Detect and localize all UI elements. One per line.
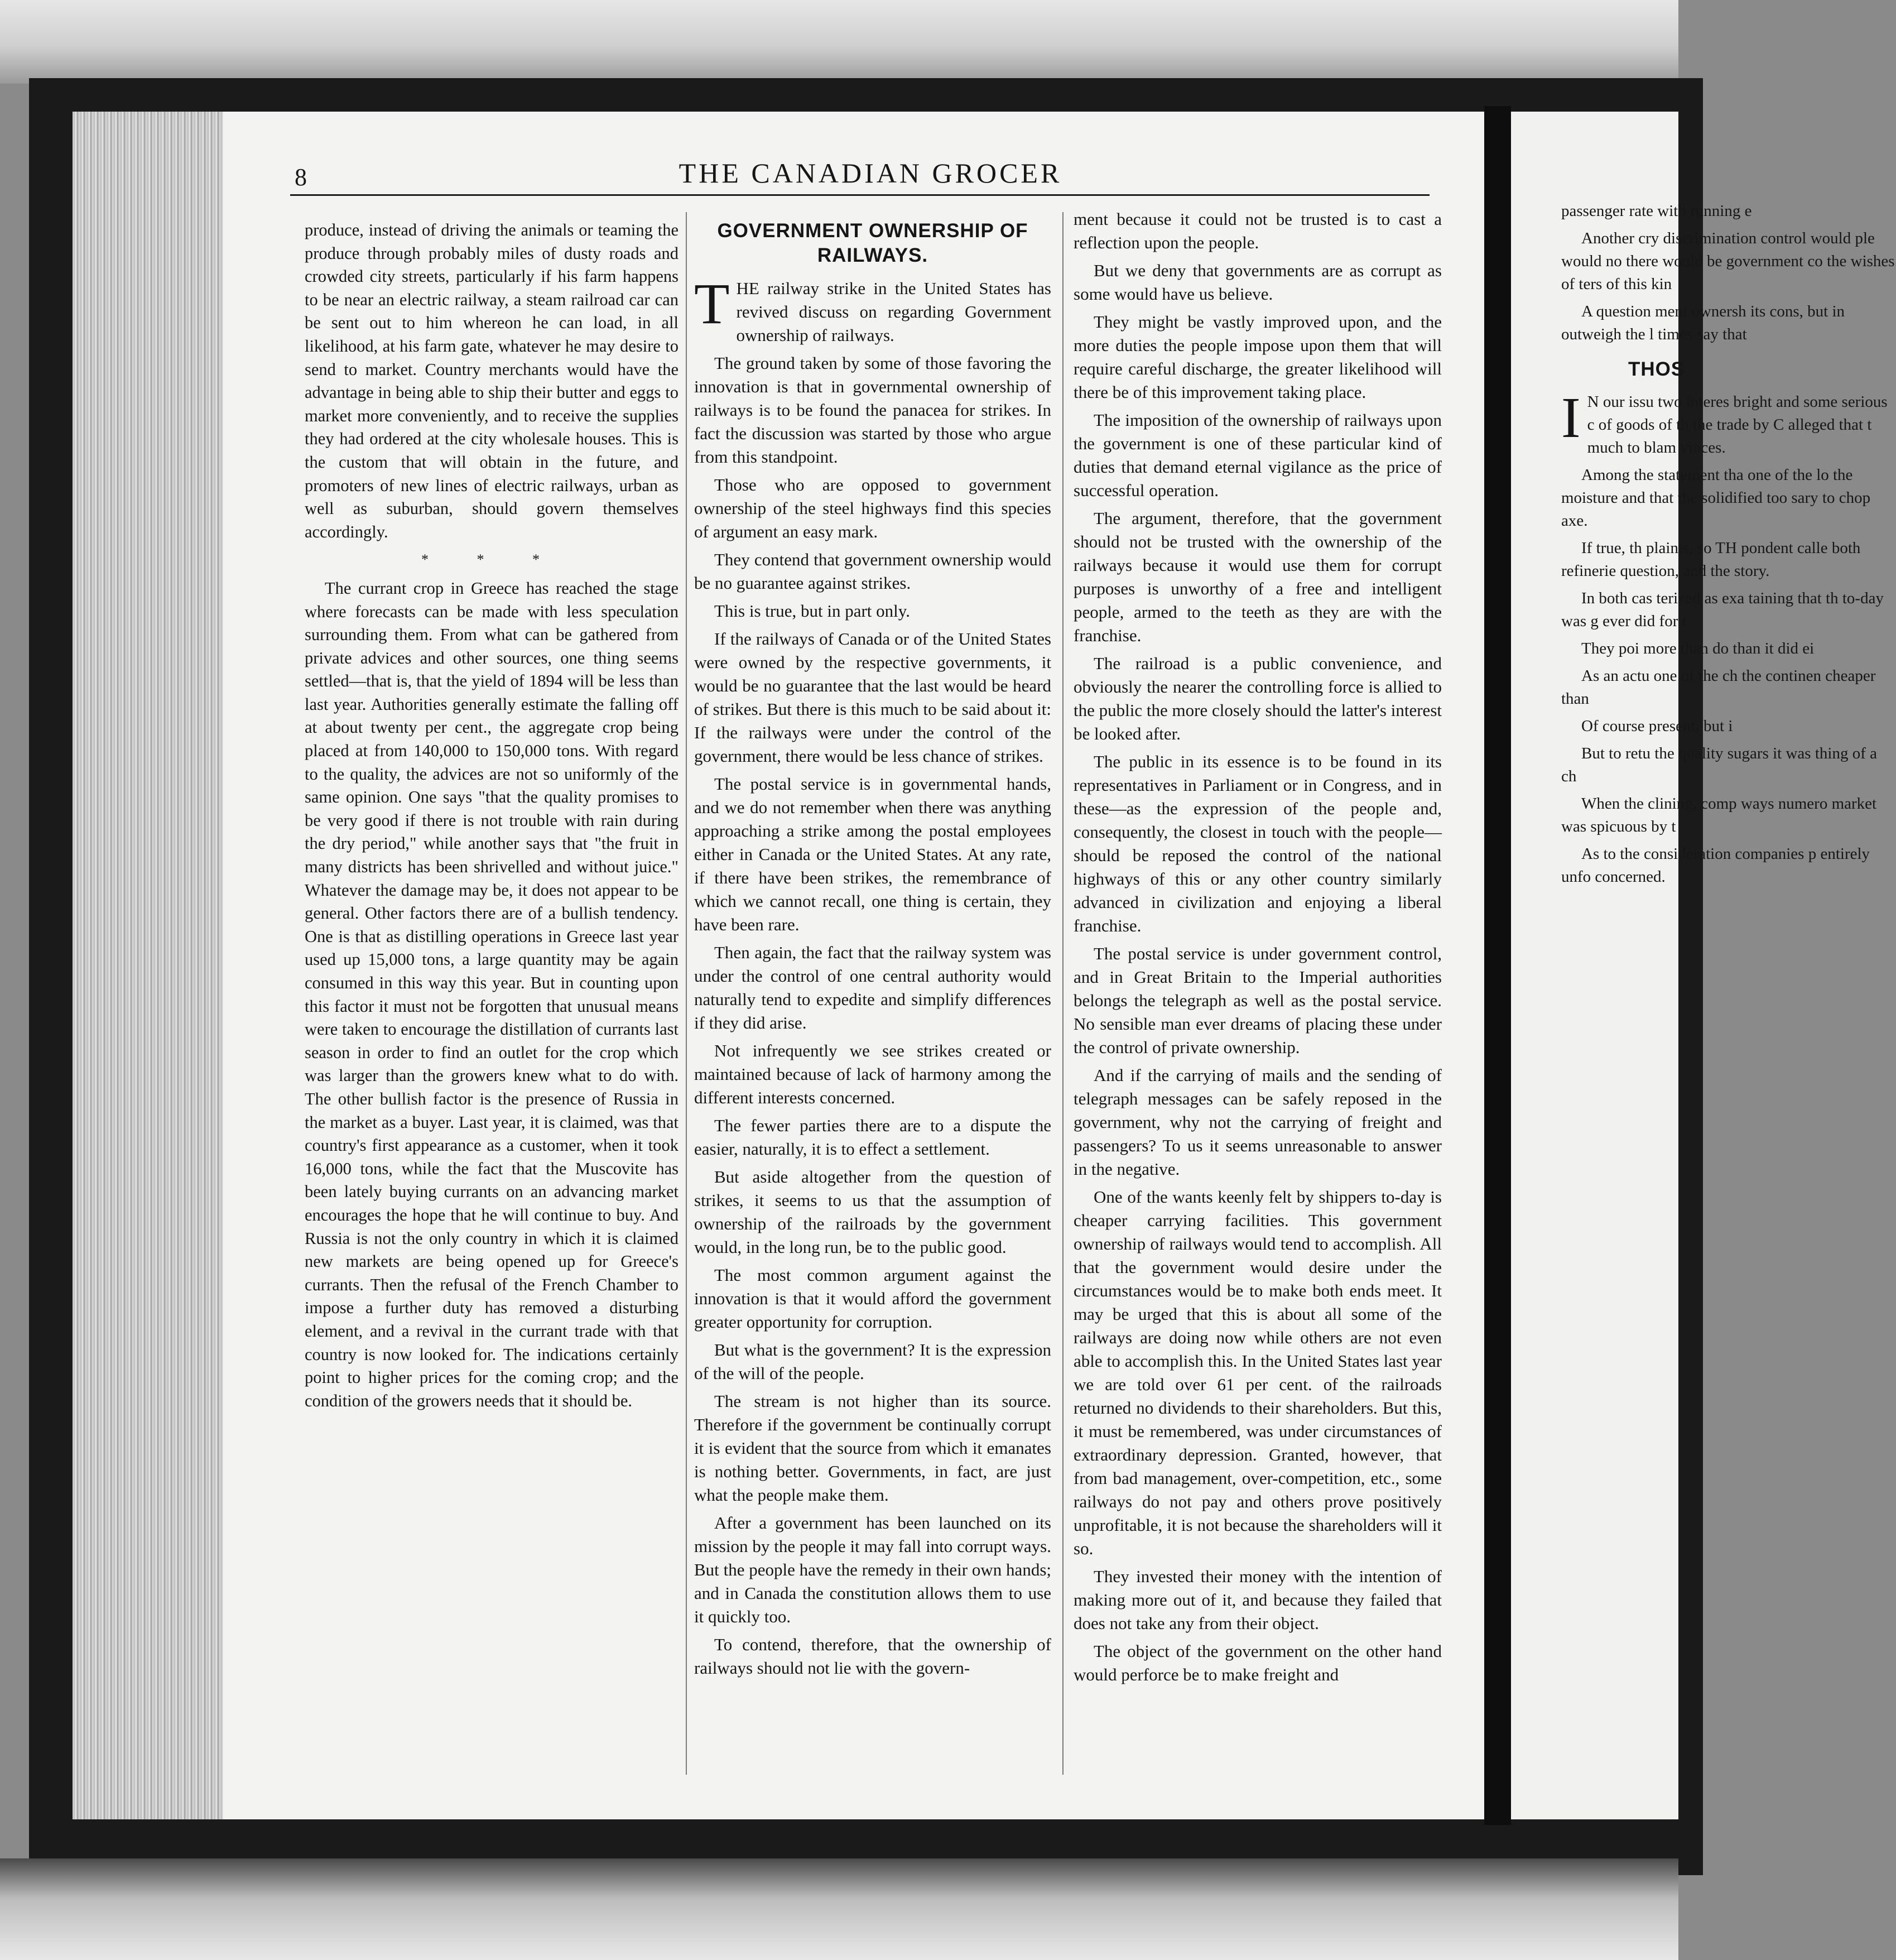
- page-number: 8: [295, 164, 307, 191]
- facing-paragraph: When the clining, comp ways numero market was spicuous by t: [1561, 795, 1877, 835]
- facing-page-column: [1561, 200, 1896, 1807]
- article-paragraph: They might be vastly improved upon, and the more duties the people impose upon them that will require careful discharge, the greater likelihood will there be of this improvement taking place.: [1074, 312, 1442, 402]
- article-paragraph: Then again, the fact that the railway system was under the control of one central authority would naturally tend to expedite and simplify differences if they did arise.: [694, 943, 1051, 1032]
- article-paragraph: But aside altogether from the question of strikes, it seems to us that the assumption of ownership of the railroads by the government would, in the long run, be to the public good.: [694, 1167, 1051, 1257]
- article-title: GOVERNMENT OWNERSHIP OF RAILWAYS.: [717, 220, 1028, 266]
- article-paragraph: To contend, therefore, that the ownership of railways should not lie with the govern-: [694, 1635, 1051, 1678]
- col1-paragraph: produce, instead of driving the animals or teaming the produce through probably miles of dusty roads and crowded city streets, particularly if his farm happens to be near an electric railway, a steam railroad car can be sent out to him whereon he can load, in all likelihood, at his farm gate, whatever he may desire to send to market. Country merchants would have the advantage in being able to ship their butter and eggs to market more conveniently, and to receive the supplies they had ordered at the city wholesale houses. This is the custom that will obtain in the future, and promoters of new lines of electric railways, urban as well as suburban, should govern themselves accordingly.: [305, 220, 678, 541]
- drop-cap: T: [694, 272, 730, 336]
- book-gutter: [1484, 106, 1511, 1825]
- section-separator: * * *: [421, 551, 562, 568]
- facing-paragraph: Another cry discrimination control would ple would no there would be government co the wishes of ters of this kin: [1561, 229, 1895, 293]
- article-paragraph: One of the wants keenly felt by shippers to-day is cheaper carrying facilities. This government ownership of railways would tend to accomplish. All that the government would desire under the circumstances would be to make both ends meet. It may be urged that this is about all some of the railways are doing now while others are not even able to accomplish this. In the United States last year we are told over 61 per cent. of the railroads returned no dividends to their shareholders. But this, it must be remembered, was under circumstances of extraordinary depression. Granted, however, that from bad management, over-competition, etc., some railways do not pay and others prove positively unprofitable, it is not because the shareholders will it so.: [1074, 1187, 1442, 1558]
- scan-background-bottom: [0, 1858, 1678, 1960]
- article-lead-paragraph: [694, 272, 1051, 347]
- article-paragraph: ment because it could not be trusted is to cast a reflection upon the people.: [1074, 209, 1442, 252]
- column-1: [305, 219, 678, 1815]
- facing-paragraph: In both cas terized as exa taining that th to-day was g ever did for t: [1561, 589, 1884, 630]
- article-paragraph: The argument, therefore, that the government should not be trusted with the ownership of the railways because it would use them for corrupt purposes is unworthy of a free and intelligent people, armed to the teeth as they are with the franchise.: [1074, 508, 1442, 645]
- facing-article-title: THOS: [1628, 358, 1685, 380]
- article-paragraph: But we deny that governments are as corrupt as some would have us believe.: [1074, 261, 1442, 304]
- facing-paragraph: As to the consideration companies p entirely unfo concerned.: [1561, 845, 1870, 886]
- column-3: [1074, 208, 1442, 1815]
- article-paragraph: The postal service is in governmental hands, and we do not remember when there was anything approaching a strike among the postal employees either in Canada or the United States. At any rate, if there have been strikes, the remembrance of which we cannot recall, one thing is certain, they have been rare.: [694, 774, 1051, 934]
- article-paragraph: Not infrequently we see strikes created or maintained because of lack of harmony among the different interests concerned.: [694, 1041, 1051, 1107]
- article-paragraph: Those who are opposed to government ownership of the steel highways find this species of argument an easy mark.: [694, 475, 1051, 541]
- article-paragraph: After a government has been launched on its mission by the people it may fall into corrupt ways. But the people have the remedy in their own hands; and in Canada the constitution allows them to use it quickly too.: [694, 1513, 1051, 1626]
- article-paragraph: The public in its essence is to be found in its representatives in Parliament or in Congress, and in these—as the expression of the people and, consequently, the closest in touch with the people—should be reposed the control of the national highways of this or any other country similarly advanced in civilization and enjoying a liberal franchise.: [1074, 752, 1442, 935]
- header-rule: [290, 194, 1430, 196]
- article-paragraph: They invested their money with the intention of making more out of it, and because they failed that does not take any from their object.: [1074, 1567, 1442, 1633]
- facing-paragraph: As an actu one of the ch the continen cheaper than: [1561, 667, 1876, 708]
- article-paragraph: If the railways of Canada or of the United States were owned by the respective governments, it would be no guarantee that the last would be heard of strikes. But there is this much to be said about it: If the railways were under the control of the government, there would be less chance of strikes.: [694, 629, 1051, 766]
- facing-lead-paragraph: [1561, 386, 1896, 459]
- facing-paragraph: They poi more than do than it did ei: [1581, 640, 1815, 657]
- lead-text: N our issu two interes bright and some serious c of goods of th the trade by C alleged that t much to blam vinces.: [1587, 393, 1888, 457]
- article-paragraph: This is true, but in part only.: [714, 601, 911, 621]
- article-paragraph: The fewer parties there are to a dispute the easier, naturally, it is to effect a settlement.: [694, 1116, 1051, 1159]
- facing-paragraph: passenger rate with running e: [1561, 202, 1752, 220]
- column-2: [694, 219, 1051, 1815]
- article-paragraph: The object of the government on the other hand would perforce be to make freight and: [1074, 1641, 1442, 1684]
- column-rule: [1062, 212, 1064, 1775]
- article-paragraph: They contend that government ownership would be no guarantee against strikes.: [694, 550, 1051, 593]
- facing-paragraph: Of course present, but i: [1581, 717, 1733, 735]
- article-paragraph: The ground taken by some of those favoring the innovation is that in governmental ownership of railways is to be found the panacea for strikes. In fact the discussion was started by those who argue from this standpoint.: [694, 353, 1051, 467]
- facing-paragraph: But to retu the quality sugars it was thing of a ch: [1561, 744, 1877, 785]
- column-rule: [686, 212, 687, 1775]
- article-paragraph: The most common argument against the innovation is that it would afford the government greater opportunity for corruption.: [694, 1265, 1051, 1332]
- running-head: THE CANADIAN GROCER: [678, 157, 1062, 189]
- scan-background-top: [0, 0, 1678, 84]
- facing-paragraph: Among the statement tha one of the lo the moisture and that the solidified too sary to chop axe.: [1561, 466, 1871, 530]
- article-paragraph: The postal service is under government control, and in Great Britain to the Imperial authorities belongs the telegraph as well as the postal service. No sensible man ever dreams of placing these under the control of private ownership.: [1074, 944, 1442, 1057]
- article-paragraph: But what is the government? It is the expression of the will of the people.: [694, 1340, 1051, 1383]
- article-paragraph: And if the carrying of mails and the sending of telegraph messages can be safely reposed in the government, why not the carrying of freight and passengers? To us it seems unreasonable to answer in the negative.: [1074, 1065, 1442, 1179]
- facing-paragraph: If true, th plaints, so TH pondent calle both refinerie question, and the story.: [1561, 539, 1861, 580]
- col1-paragraph-currants: The currant crop in Greece has reached the stage where forecasts can be made with less speculation surrounding them. From what can be gathered from private advices and other sources, one thing seems settled—that is, that the yield of 1894 will be less than last year. Authorities generally estimate the falling off at about twenty per cent., the aggregate crop being placed at from 140,000 to 150,000 tons. With regard to the quality, the advices are not so uniformly of the same opinion. One says "that the quality promises to be very good if there is not trouble with rain during the dry period," while another says that "the fruit in many districts has been shrivelled and without juice." Whatever the damage may be, it does not appear to be general. Other factors there are of a bullish tendency. One is that as distilling operations in Greece last year used up 15,000 tons, a large quantity may be again consumed in this way this year. But in counting upon this factor it must not be forgotten that unusual means were taken to encourage the distillation of currants last season in order to find an outlet for the crop which was larger than the growers knew what to do with. The other bullish factor is the presence of Russia in the market as a buyer. Last year, it is claimed, was that country's first appearance as a customer, when it took 16,000 tons, while the fact that the Muscovite has been lately buying currants on an advancing market encourages the hope that he will continue to buy. And Russia is not the only country in which it is claimed new markets are being opened up for Greece's currants. Then the refusal of the French Chamber to impose a further duty has removed a disturbing element, and a revival in the currant trade with that country is now looked for. The indications certainly point to higher prices for the coming crop; and the condition of the growers needs that it should be.: [305, 578, 678, 1410]
- lead-text: HE railway strike in the United States has revived discuss on regarding Government ownership of railways.: [736, 278, 1051, 345]
- article-paragraph: The stream is not higher than its source. Therefore if the government be continually corrupt it is evident that the source from which it emanates is nothing better. Governments, in fact, are just what the people make them.: [694, 1391, 1051, 1505]
- article-paragraph: The imposition of the ownership of railways upon the government is one of these particular kind of duties that demand eternal vigilance as the price of successful operation.: [1074, 410, 1442, 500]
- article-paragraph: The railroad is a public convenience, and obviously the nearer the controlling force is allied to the public the more closely should the latter's interest be looked after.: [1074, 654, 1442, 743]
- page-stack-edge: [73, 112, 223, 1819]
- facing-paragraph: A question ment ownersh its cons, but in outweigh the l times say that: [1561, 302, 1845, 343]
- drop-cap: I: [1561, 386, 1581, 450]
